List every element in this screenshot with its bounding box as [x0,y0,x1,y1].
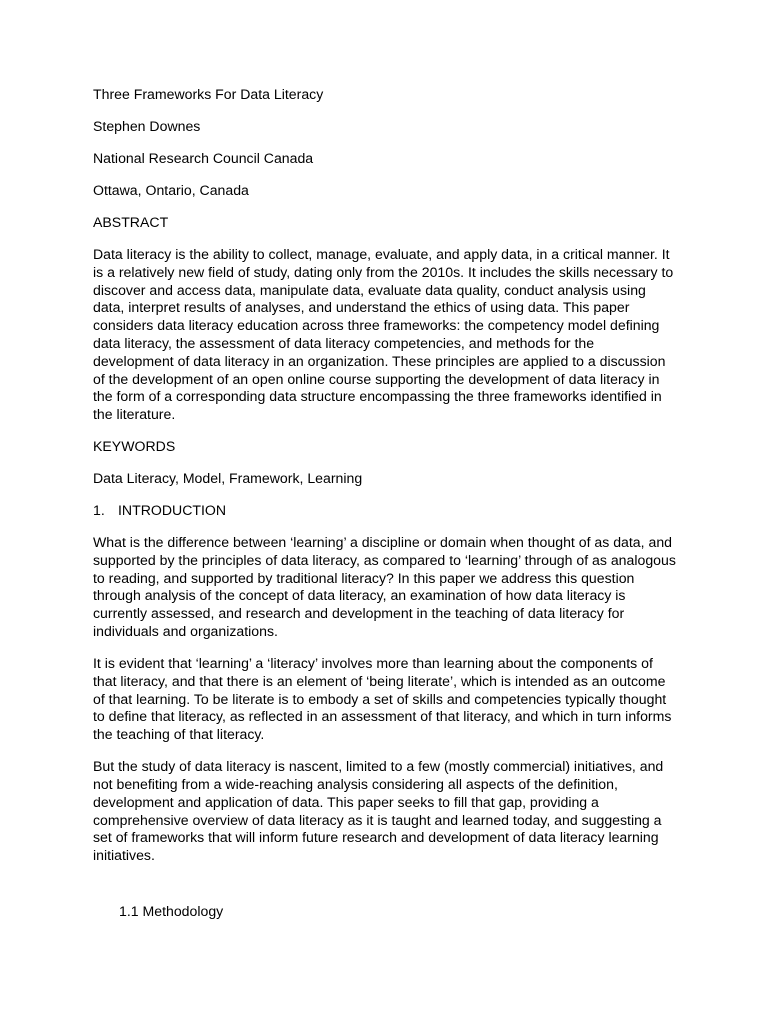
section-number: 1. [93,502,105,519]
section-title: INTRODUCTION [118,502,227,519]
introduction-paragraph-3: But the study of data literacy is nascent, limited to a few (mostly commercial) initiatives, and not benefiting from a wide-reaching analysis considering all aspects of the definition, development and application of data. This paper seeks to fill that gap, providing a comprehensive overview of data literacy as it is taught and learned today, and suggesting a set of frameworks that will inform future research and development of data literacy learning initiatives. [93,758,664,864]
author-location: Ottawa, Ontario, Canada [93,181,249,198]
abstract-text: Data literacy is the ability to collect, manage, evaluate, and apply data, in a critical manner. It is a relatively new field of study, dating only from the 2010s. It includes the skills necessary to discover and access data, manipulate data, evaluate data quality, conduct analysis using data, interpret results of analyses, and understand the ethics of using data. This paper considers data literacy education across three frameworks: the competency model defining data literacy, the assessment of data literacy competencies, and methods for the development of data literacy in an organization. These principles are applied to a discussion of the development of an open online course supporting the development of data literacy in the form of a corresponding data structure encompassing the three frameworks identified in the literature. [93,245,674,423]
introduction-heading [93,502,677,520]
abstract-heading: ABSTRACT [93,213,169,230]
keywords-heading: KEYWORDS [93,438,176,455]
introduction-paragraph-1: What is the difference between ‘learning’ a discipline or domain when thought of as data, and supported by the principles of data literacy, as compared to ‘learning’ through of as analogous to reading, and supported by traditional literacy? In this paper we address this question through analysis of the concept of data literacy, an examination of how data literacy is currently assessed, and research and development in the teaching of data literacy for individuals and organizations. [93,534,676,640]
paper-title: Three Frameworks For Data Literacy [93,86,324,102]
introduction-paragraph-2: It is evident that ‘learning’ a ‘literacy’ involves more than learning about the components of that literacy, and that there is an element of ‘being literate’, which is intended as an outcome of that learning. To be literate is to embody a set of skills and competencies typically thought to define that literacy, as reflected in an assessment of that literacy, and which in turn informs the teaching of that literacy. [93,655,672,743]
author-affiliation: National Research Council Canada [93,149,314,166]
methodology-heading: 1.1 Methodology [119,902,224,919]
keywords-text: Data Literacy, Model, Framework, Learning [93,470,363,487]
author-name: Stephen Downes [93,117,201,134]
document-body [93,86,677,921]
